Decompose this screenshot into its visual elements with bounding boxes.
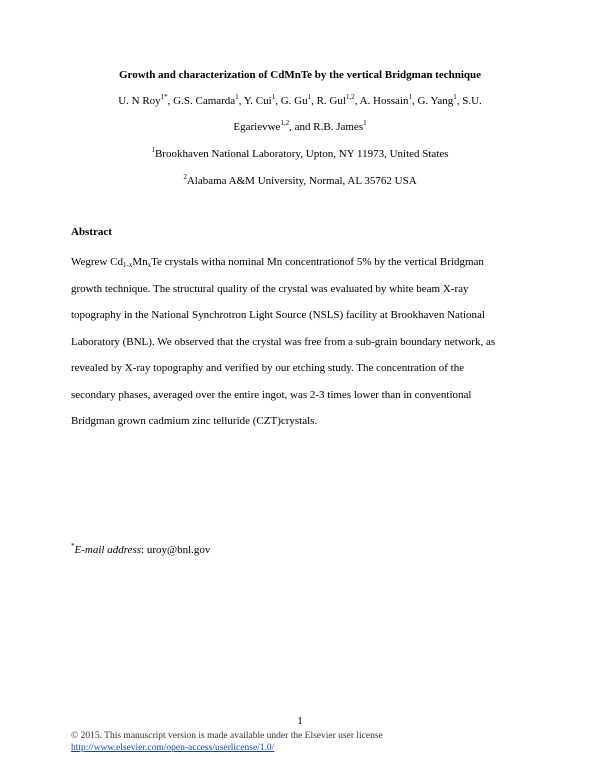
page-number: 1 [297,715,303,727]
corresponding-email-footnote [71,544,210,556]
affiliation-mark: 2 [183,173,187,181]
abstract-line: revealed by X-ray topography and verified by our etching study. The concentration of the [71,362,465,374]
author-affiliation-mark: 1 [408,93,412,101]
abstract-heading: Abstract [71,226,112,238]
footnote-mark: * [71,542,75,550]
abstract-text: Te crystals witha nominal Mn concentrationof 5% by the vertical Bridgman [151,256,484,268]
abstract-line: Bridgman grown cadmium zinc telluride (CZT)crystals. [71,415,318,427]
author-name: U. N Roy [118,95,161,107]
author-affiliation-mark: 1,2 [280,119,290,127]
author-affiliation-mark: 1 [363,119,367,127]
abstract-line: Laboratory (BNL). We observed that the crystal was free from a sub-grain boundary network, as [71,335,496,348]
author-name: , R. Gul [311,95,346,107]
author-affiliation-mark: 1 [453,93,457,101]
license-notice: © 2015. This manuscript version is made available under the Elsevier user license [71,731,383,741]
abstract-line: secondary phases, averaged over the entire ingot, was 2-3 times lower than in conventional [71,388,472,401]
affiliation-text: Brookhaven National Laboratory, Upton, NY 11973, United States [154,148,449,160]
author-name: , and R.B. James [289,121,364,133]
author-name: , G. Gu [275,95,308,107]
affiliation-1 [0,148,600,160]
author-affiliation-mark: 1,2 [345,93,355,101]
formula-subscript: 1-x [122,261,133,269]
abstract-text: Mn [132,256,148,268]
abstract-text: Wegrew Cd [71,256,123,268]
author-affiliation-mark: 1 [271,93,276,101]
author-name: , Y. Cui [238,95,272,107]
affiliation-2 [0,175,600,187]
author-name: , A. Hossain [354,95,409,107]
formula-subscript: x [147,261,152,269]
abstract-body [71,249,531,435]
author-affiliation-mark: 1 [235,93,239,101]
author-affiliation-mark: 1* [160,93,168,101]
author-name: , G. Yang [411,95,454,107]
author-list [0,95,600,107]
author-list-continued [0,121,600,133]
author-name: Egarievwe [233,121,281,133]
abstract-line [71,249,531,276]
author-name: , S.U. [456,95,482,107]
author-affiliation-mark: 1 [307,93,312,101]
license-link[interactable]: http://www.elsevier.com/open-access/userlicense/1.0/ [71,743,275,753]
abstract-line: topography in the National Synchrotron Light Source (NSLS) facility at Brookhaven National [71,309,485,321]
paper-title: Growth and characterization of CdMnTe by the vertical Bridgman technique [118,69,482,81]
affiliation-mark: 1 [151,146,155,154]
affiliation-text: Alabama A&M University, Normal, AL 35762 USA [186,175,417,187]
author-name: , G.S. Camarda [167,95,236,107]
email-value: : uroy@bnl.gov [141,544,211,556]
abstract-line: growth technique. The structural quality of the crystal was evaluated by white beam X-ray [71,282,469,295]
email-label: E-mail address [74,544,142,556]
